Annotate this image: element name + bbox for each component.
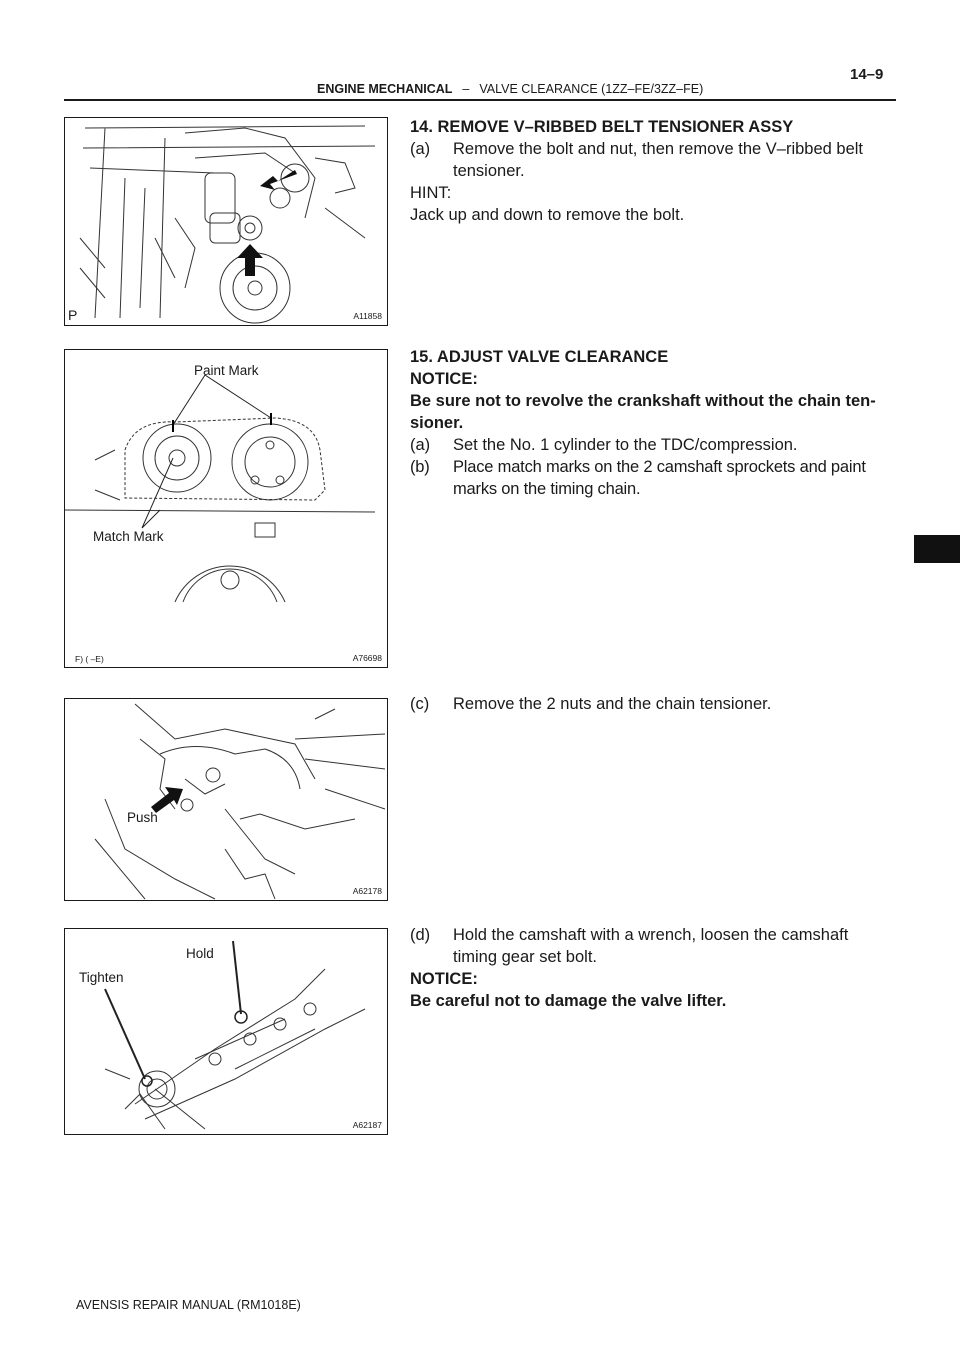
- figure-code: A76698: [352, 653, 382, 663]
- section-tab-marker: [914, 535, 960, 563]
- page-number: 14–9: [850, 66, 884, 83]
- figure-code: A11858: [353, 311, 382, 321]
- header-subsection: VALVE CLEARANCE (1ZZ–FE/3ZZ–FE): [479, 82, 704, 96]
- step-15a: [410, 434, 896, 456]
- notice-text: Be sure not to revolve the crankshaft without the chain ten- sioner.: [410, 392, 876, 432]
- step-15d-text: Hold the camshaft with a wrench, loosen the camshaft timing gear set bolt.: [453, 926, 849, 966]
- step-15b: [410, 456, 896, 500]
- label-paint-mark: Paint Mark: [194, 363, 259, 378]
- figure-tensioner-removal: [64, 117, 388, 326]
- step-14a-number: (a): [410, 140, 431, 158]
- figure-chain-tensioner: [64, 698, 388, 901]
- timing-chain-illustration: [65, 350, 388, 668]
- hint-label: HINT:: [410, 184, 452, 202]
- engine-illustration: [65, 118, 388, 326]
- hands-illustration: [65, 699, 388, 901]
- step-15c-number: (c): [410, 695, 430, 713]
- label-push: Push: [127, 810, 158, 825]
- step-15c: [410, 693, 896, 715]
- header-section: ENGINE MECHANICAL: [317, 82, 453, 96]
- step-14a: [410, 138, 896, 182]
- running-header: [317, 82, 703, 96]
- label-match-mark: Match Mark: [93, 529, 164, 544]
- step-14-heading: 14. REMOVE V–RIBBED BELT TENSIONER ASSY: [410, 118, 794, 136]
- label-tighten: Tighten: [79, 970, 124, 985]
- camshaft-illustration: [65, 929, 388, 1135]
- figure-code: A62187: [352, 1120, 382, 1130]
- label-hold: Hold: [186, 946, 214, 961]
- figure-corner-mark: F) ( –E): [75, 654, 104, 664]
- figure-code: A62178: [352, 886, 382, 896]
- step-14a-text: Remove the bolt and nut, then remove the V–ribbed belt tensioner.: [453, 140, 864, 180]
- figure-corner-mark: P: [68, 307, 78, 323]
- notice-2-text: Be careful not to damage the valve lifter.: [410, 992, 727, 1010]
- step-15a-number: (a): [410, 436, 431, 454]
- step-15-heading: 15. ADJUST VALVE CLEARANCE: [410, 348, 669, 366]
- step-15c-text: Remove the 2 nuts and the chain tensioner.: [453, 695, 772, 713]
- step-15d-number: (d): [410, 926, 431, 944]
- step-15a-text: Set the No. 1 cylinder to the TDC/compression.: [453, 436, 798, 454]
- step-15b-number: (b): [410, 458, 430, 476]
- header-rule: [64, 99, 896, 101]
- hint-text: Jack up and down to remove the bolt.: [410, 206, 685, 224]
- step-15-block: [410, 346, 896, 500]
- footer-manual-name: AVENSIS REPAIR MANUAL (RM1018E): [76, 1298, 301, 1312]
- step-15d-block: [410, 924, 896, 1012]
- notice-label: NOTICE:: [410, 370, 478, 388]
- step-15d: [410, 924, 896, 968]
- figure-camshaft-wrench: [64, 928, 388, 1135]
- header-separator: –: [462, 82, 470, 96]
- step-14-block: [410, 116, 896, 226]
- notice-2-label: NOTICE:: [410, 970, 478, 988]
- step-15b-text: Place match marks on the 2 camshaft sprockets and paint marks on the timing chain.: [453, 458, 866, 498]
- figure-match-marks: [64, 349, 388, 668]
